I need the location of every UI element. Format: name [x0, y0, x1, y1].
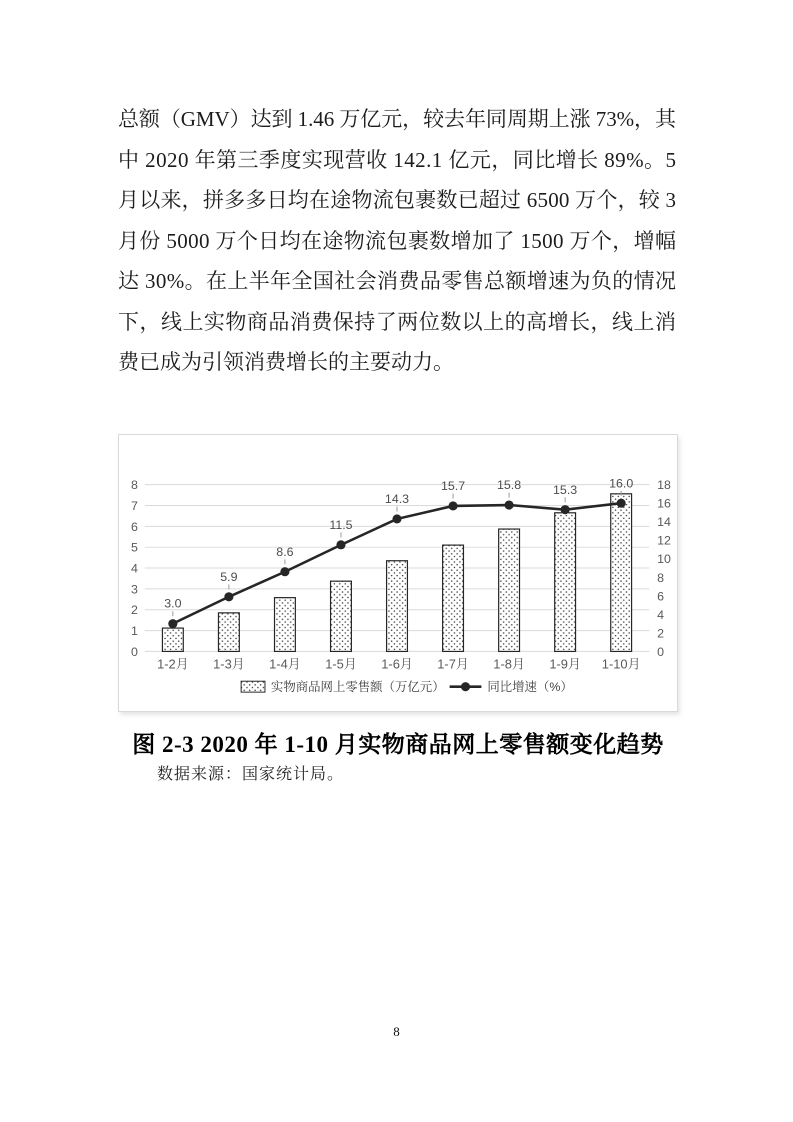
y-axis-label-right: 16: [657, 496, 671, 511]
page-number: 8: [393, 1024, 400, 1039]
data-label: 3.0: [164, 596, 182, 611]
paragraph-line: 费已成为引领消费增长的主要动力。: [118, 350, 454, 374]
y-axis-label-left: 4: [130, 561, 138, 576]
y-axis-label-right: 8: [657, 570, 665, 585]
trend-marker: [336, 540, 345, 549]
y-axis-label-right: 4: [657, 607, 665, 622]
bar: [218, 613, 239, 652]
trend-marker: [505, 500, 514, 509]
bar: [387, 561, 408, 652]
y-axis-label-right: 0: [657, 644, 665, 659]
figure-caption: 图 2-3 2020 年 1-10 月实物商品网上零售额变化趋势: [132, 732, 664, 757]
body-paragraph: [118, 99, 676, 383]
data-label: 8.6: [276, 544, 294, 559]
trend-marker: [224, 592, 233, 601]
paragraph-line: 达 30%。在上半年全国社会消费品零售总额增速为负的情况: [118, 269, 677, 293]
x-axis-label: 1-4月: [269, 656, 301, 672]
x-axis-label: 1-9月: [549, 656, 581, 672]
y-axis-label-left: 1: [130, 624, 138, 639]
figure-chart-card: [118, 434, 678, 712]
legend: [241, 679, 573, 694]
y-axis-label-right: 14: [657, 515, 671, 530]
x-axis-label: 1-6月: [381, 656, 413, 672]
x-axis-label: 1-2月: [157, 656, 189, 672]
y-axis-label-right: 6: [657, 589, 665, 604]
y-axis-label-right: 2: [657, 626, 665, 641]
trend-marker: [448, 501, 457, 510]
y-axis-label-left: 7: [130, 498, 138, 513]
bar: [162, 628, 183, 651]
data-label: 15.8: [497, 478, 522, 493]
paragraph-line: 下，线上实物商品消费保持了两位数以上的高增长，线上消: [118, 309, 677, 334]
y-axis-label-left: 3: [130, 582, 138, 597]
y-axis-label-right: 10: [657, 552, 671, 567]
x-axis-label: 1-10月: [601, 656, 641, 672]
legend-line-label: 同比增速（%）: [487, 680, 573, 695]
data-label: 15.7: [440, 479, 466, 494]
legend-line-marker: [461, 682, 470, 691]
data-label: 15.3: [553, 482, 578, 497]
bar: [331, 581, 352, 651]
paragraph-line: 月以来，拼多多日均在途物流包裹数已超过 6500 万个，较 3: [118, 188, 677, 212]
legend-bar-label: 实物商品网上零售额（万亿元）: [270, 680, 445, 695]
x-axis-label: 1-5月: [325, 656, 357, 672]
data-label: 5.9: [220, 569, 238, 584]
paragraph-line: 总额（GMV）达到 1.46 万亿元，较去年同周期上涨 73%，其: [118, 107, 676, 131]
data-label: 16.0: [609, 476, 634, 491]
bar: [555, 513, 576, 652]
bar: [611, 494, 632, 652]
bar: [275, 598, 296, 652]
trend-marker: [280, 567, 289, 576]
y-axis-label-left: 0: [130, 644, 138, 659]
data-label: 11.5: [329, 517, 353, 532]
x-axis-label: 1-3月: [213, 656, 245, 672]
trend-marker: [617, 499, 626, 508]
y-axis-label-left: 2: [130, 603, 138, 618]
trend-marker: [392, 514, 401, 523]
bar: [499, 529, 520, 651]
combo-chart: [119, 435, 677, 711]
y-axis-label-right: 18: [657, 478, 671, 493]
y-axis-label-left: 6: [130, 519, 138, 534]
trend-marker: [168, 619, 177, 628]
paragraph-line: 月份 5000 万个日均在途物流包裹数增加了 1500 万个，增幅: [118, 228, 677, 253]
y-axis-label-right: 12: [657, 533, 671, 548]
legend-bar-swatch: [241, 681, 265, 692]
data-label: 14.3: [384, 492, 410, 507]
x-axis-label: 1-8月: [493, 656, 525, 672]
figure-source: 数据来源：国家统计局。: [157, 766, 345, 783]
x-axis-label: 1-7月: [437, 656, 469, 672]
paragraph-line: 中 2020 年第三季度实现营收 142.1 亿元，同比增长 89%。5: [118, 147, 677, 172]
y-axis-label-left: 5: [130, 540, 138, 555]
bar: [443, 545, 464, 651]
y-axis-label-left: 8: [130, 478, 138, 493]
trend-marker: [561, 505, 570, 514]
